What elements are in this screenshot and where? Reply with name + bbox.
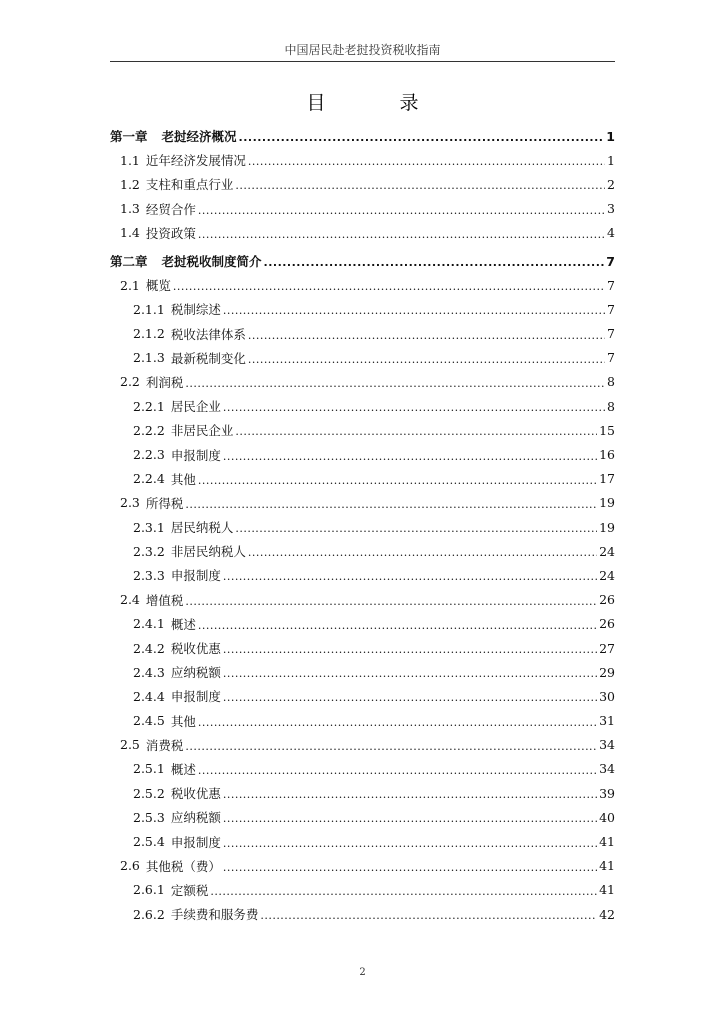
dot-leader [198,714,597,726]
dot-leader [198,472,597,484]
toc-entry[interactable] [110,442,615,466]
dot-leader [223,835,597,847]
toc-entry-page: 34 [599,761,615,777]
dot-leader [260,907,597,919]
toc-entry-number: 2.1.1 [133,301,165,317]
toc-entry[interactable] [110,491,615,515]
toc-entry-number: 2.4.3 [133,664,165,680]
toc-entry-number: 2.6.1 [133,882,165,898]
toc-entry[interactable] [110,346,615,370]
toc-entry-page: 24 [599,543,615,559]
dot-leader [185,375,605,387]
toc-entry-number: 2.2.4 [133,471,165,487]
toc-entry-page: 17 [599,471,615,487]
toc-entry-title: 应纳税额 [170,810,221,826]
toc-entry-title: 税收法律体系 [170,326,246,342]
dot-leader [173,278,605,290]
toc-entry-page: 34 [599,737,615,753]
toc-entry-number: 第二章 [110,254,148,270]
dot-leader [248,153,605,165]
toc-entry-page: 8 [607,398,615,414]
dot-leader [248,351,605,363]
toc-entry-number: 2.4.4 [133,688,165,704]
dot-leader [198,226,605,238]
toc-entry-page: 19 [599,495,615,511]
toc-entry-page: 3 [607,201,615,217]
toc-entry[interactable] [110,515,615,539]
toc-entry-title: 近年经济发展情况 [145,153,246,169]
toc-entry-title: 最新税制变化 [170,350,246,366]
toc-entry[interactable] [110,148,615,172]
toc-entry-number: 2.6.2 [133,906,165,922]
toc-entry-page: 2 [607,176,615,192]
dot-leader [185,738,597,750]
dot-leader [223,448,597,460]
toc-entry-number: 2.3 [120,495,140,511]
toc-entry-title: 申报制度 [170,568,221,584]
toc-entry[interactable] [110,297,615,321]
toc-entry[interactable] [110,221,615,245]
toc-entry-number: 2.5.3 [133,809,165,825]
dot-leader [248,544,597,556]
toc-entry-page: 7 [606,253,615,269]
toc-entry-number: 2.2.2 [133,422,165,438]
toc-entry-number: 1.4 [120,225,140,241]
toc-entry-page: 40 [599,809,615,825]
toc-entry[interactable] [110,418,615,442]
toc-entry[interactable] [110,322,615,346]
toc-entry[interactable] [110,709,615,733]
dot-leader [185,593,597,605]
toc-entry[interactable] [110,172,615,196]
toc-entry-page: 26 [599,616,615,632]
toc-entry-number: 2.2.3 [133,447,165,463]
toc-entry-title: 税制综述 [170,302,221,318]
toc-entry-title: 利润税 [145,374,184,390]
toc-entry-number: 1.1 [120,152,140,168]
dot-leader [198,617,597,629]
dot-leader [185,496,597,508]
toc-entry[interactable] [110,757,615,781]
toc-entry-page: 41 [599,882,615,898]
toc-entry-page: 7 [607,301,615,317]
toc-entry-title: 所得税 [145,495,184,511]
toc-chapter-entry[interactable] [110,124,615,148]
toc-entry-title: 税收优惠 [170,641,221,657]
toc-entry[interactable] [110,467,615,491]
toc-entry-title: 老挝税收制度简介 [161,254,262,270]
toc-entry-title: 非居民企业 [170,423,234,439]
toc-entry-page: 8 [607,374,615,390]
toc-entry-title: 申报制度 [170,447,221,463]
toc-entry-title: 消费税 [145,737,184,753]
toc-entry-page: 41 [599,858,615,874]
toc-entry-number: 第一章 [110,129,148,145]
toc-entry[interactable] [110,902,615,926]
table-of-contents [110,124,615,926]
toc-entry-title: 老挝经济概况 [161,129,237,145]
toc-entry-title: 概览 [145,278,171,294]
toc-entry-page: 15 [599,422,615,438]
dot-leader [198,202,605,214]
toc-entry[interactable] [110,273,615,297]
toc-title: 目 录 [306,92,453,114]
toc-entry-number: 2.5 [120,737,140,753]
toc-entry[interactable] [110,197,615,221]
toc-entry-title: 支柱和重点行业 [145,177,234,193]
toc-entry-title: 税收优惠 [170,786,221,802]
toc-entry-number: 2.4.2 [133,640,165,656]
toc-entry-title: 非居民纳税人 [170,544,246,560]
toc-entry[interactable] [110,588,615,612]
toc-entry-title: 投资政策 [145,225,196,241]
dot-leader [223,302,605,314]
toc-entry-title: 概述 [170,761,196,777]
toc-entry-page: 42 [599,906,615,922]
toc-entry-page: 30 [599,688,615,704]
toc-entry-page: 31 [599,713,615,729]
toc-entry-page: 27 [599,640,615,656]
toc-entry-number: 2.5.4 [133,834,165,850]
toc-entry[interactable] [110,829,615,853]
page-number: 2 [359,967,366,978]
toc-entry-number: 2.4 [120,592,140,608]
toc-entry-title: 经贸合作 [145,201,196,217]
dot-leader [223,810,597,822]
toc-entry[interactable] [110,370,615,394]
dot-leader [223,689,597,701]
toc-entry-page: 41 [599,834,615,850]
toc-entry-page: 7 [607,277,615,293]
toc-entry-title: 申报制度 [170,689,221,705]
dot-leader [239,129,605,141]
toc-entry[interactable] [110,733,615,757]
toc-entry-number: 2.3.3 [133,567,165,583]
toc-entry-number: 2.5.2 [133,785,165,801]
toc-entry-number: 2.5.1 [133,761,165,777]
dot-leader [235,177,605,189]
toc-entry-page: 7 [607,350,615,366]
toc-entry[interactable] [110,805,615,829]
toc-entry-page: 4 [607,225,615,241]
toc-chapter-entry[interactable] [110,249,615,273]
toc-entry[interactable] [110,660,615,684]
toc-entry-title: 应纳税额 [170,665,221,681]
toc-entry-page: 1 [607,152,615,168]
toc-entry-number: 2.3.1 [133,519,165,535]
toc-entry-number: 2.6 [120,858,140,874]
toc-entry-number: 2.1.3 [133,350,165,366]
dot-leader [198,762,597,774]
toc-entry-number: 2.3.2 [133,543,165,559]
dot-leader [264,254,605,266]
toc-entry[interactable] [110,563,615,587]
dot-leader [223,399,605,411]
toc-entry-number: 2.4.1 [133,616,165,632]
toc-entry-number: 2.2.1 [133,398,165,414]
dot-leader [223,786,597,798]
toc-entry-title: 增值税 [145,592,184,608]
toc-entry[interactable] [110,394,615,418]
dot-leader [223,568,597,580]
running-header: 中国居民赴老挝投资税收指南 [284,43,441,57]
toc-entry-title: 其他 [170,713,196,729]
toc-entry-number: 2.1.2 [133,326,165,342]
toc-entry-title: 申报制度 [170,834,221,850]
toc-entry-page: 19 [599,519,615,535]
dot-leader [235,520,597,532]
toc-entry-number: 1.3 [120,201,140,217]
toc-entry-page: 24 [599,567,615,583]
toc-entry[interactable] [110,684,615,708]
toc-entry-number: 2.2 [120,374,140,390]
dot-leader [248,327,605,339]
toc-entry[interactable] [110,878,615,902]
toc-entry-title: 其他 [170,471,196,487]
toc-entry-page: 39 [599,785,615,801]
toc-entry[interactable] [110,636,615,660]
dot-leader [235,423,597,435]
dot-leader [223,665,597,677]
toc-entry-number: 2.1 [120,277,140,293]
toc-entry[interactable] [110,612,615,636]
toc-entry-page: 26 [599,592,615,608]
toc-entry-number: 1.2 [120,176,140,192]
toc-entry-title: 居民企业 [170,399,221,415]
toc-entry-title: 其他税（费） [145,858,221,874]
header-rule [110,61,615,62]
dot-leader [223,859,597,871]
toc-entry-page: 1 [606,128,615,144]
toc-entry-title: 定额税 [170,882,209,898]
toc-entry-page: 16 [599,447,615,463]
toc-entry[interactable] [110,539,615,563]
toc-entry-title: 手续费和服务费 [170,907,259,923]
toc-entry-page: 7 [607,326,615,342]
toc-entry[interactable] [110,854,615,878]
toc-entry-title: 居民纳税人 [170,520,234,536]
toc-entry-page: 29 [599,664,615,680]
toc-entry[interactable] [110,781,615,805]
toc-entry-title: 概述 [170,616,196,632]
dot-leader [210,883,597,895]
dot-leader [223,641,597,653]
toc-entry-number: 2.4.5 [133,713,165,729]
